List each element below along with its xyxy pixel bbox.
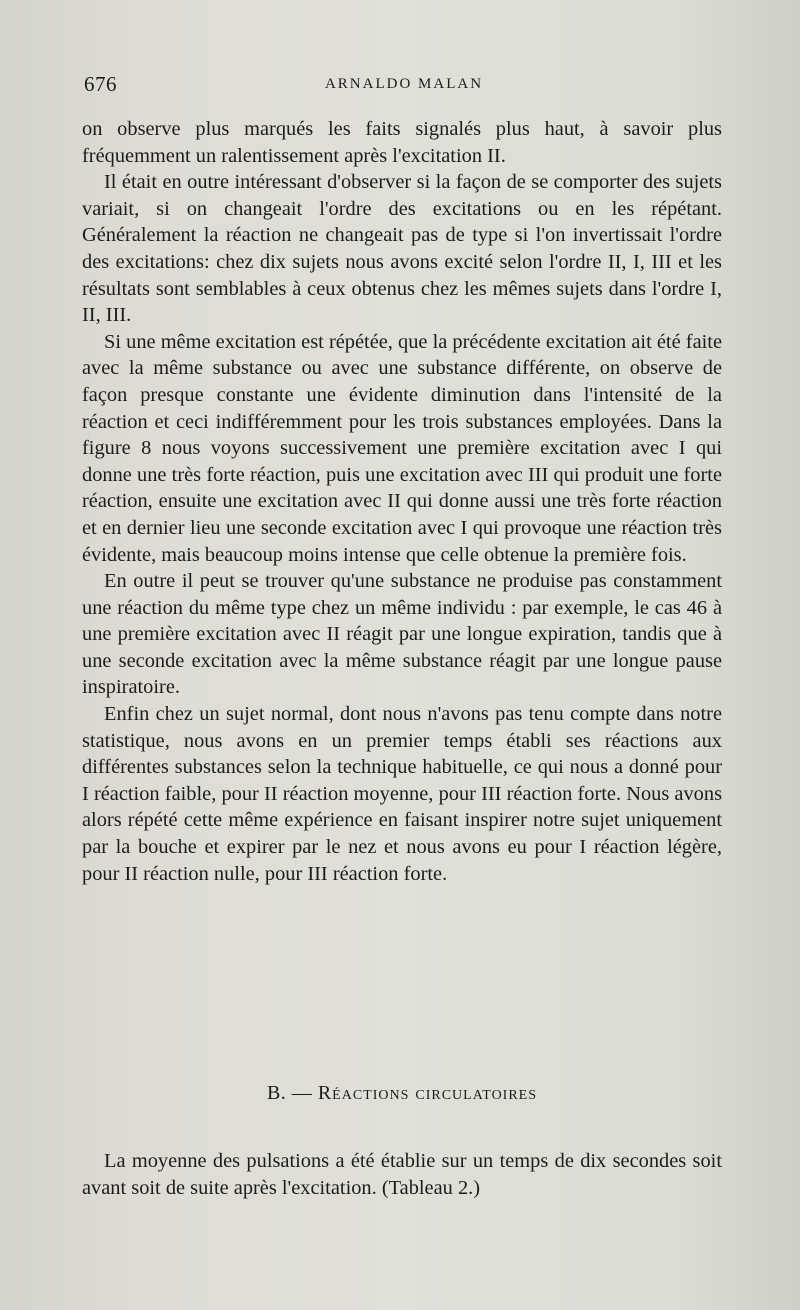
paragraph-4: En outre il peut se trouver qu'une substance ne produise pas constamment une réaction du même type chez un même individu : par exemple, le cas 46 à une première excitation avec II réagit par une longue expiration, tandis que à une seconde excitation avec la même substance réagit par une longue pause inspiratoire. bbox=[82, 570, 722, 699]
page-header bbox=[84, 72, 724, 102]
paragraph-6: La moyenne des pulsations a été établie sur un temps de dix secondes soit avant soit de suite après l'excitation. (Tableau 2.) bbox=[82, 1150, 722, 1199]
closing-text bbox=[82, 1148, 722, 1201]
section-heading bbox=[82, 1082, 722, 1105]
paragraph-2: Il était en outre intéressant d'observer si la façon de se comporter des sujets variait, si on changeait l'ordre des excitations ou en les répétant. Généralement la réaction ne changeait pas de type si l'on invertissait l'ordre des excitations: chez dix sujets nous avons excité selon l'ordre II, I, III et les résultats sont semblables à ceux obtenus chez les mêmes sujets dans l'ordre I, II, III. bbox=[82, 171, 722, 327]
paragraph-5: Enfin chez un sujet normal, dont nous n'avons pas tenu compte dans notre statistique, nous avons en un premier temps établi ses réactions aux différentes substances selon la technique habituelle, ce qui nous a donné pour I réaction faible, pour II réaction moyenne, pour III réaction forte. Nous avons alors répété cette même expérience en faisant inspirer notre sujet uniquement par la bouche et expirer par le nez et nous avons eu pour I réaction légère, pour II réaction nulle, pour III réaction forte. bbox=[82, 703, 722, 885]
page-number: 676 bbox=[84, 72, 117, 96]
paragraph-1: on observe plus marqués les faits signalés plus haut, à savoir plus fréquemment un ralentissement après l'excitation II. bbox=[82, 118, 722, 167]
body-text bbox=[82, 116, 722, 887]
section-letter: B. — bbox=[266, 1082, 313, 1104]
section-title: Réactions circulatoires bbox=[317, 1082, 538, 1104]
running-head: ARNALDO MALAN bbox=[324, 76, 484, 92]
paragraph-3: Si une même excitation est répétée, que la précédente excitation ait été faite avec la même substance ou avec une substance différente, on observe de façon presque constante une évidente diminution dans l'intensité de la réaction et ceci indifféremment pour les trois substances employées. Dans la figure 8 nous voyons successivement une première excitation avec I qui donne une très forte réaction, puis une excitation avec III qui produit une forte réaction, ensuite une excitation avec II qui donne aussi une très forte réaction et en dernier lieu une seconde excitation avec I qui provoque une réaction très évidente, mais beaucoup moins intense que celle obtenue la première fois. bbox=[82, 330, 722, 566]
